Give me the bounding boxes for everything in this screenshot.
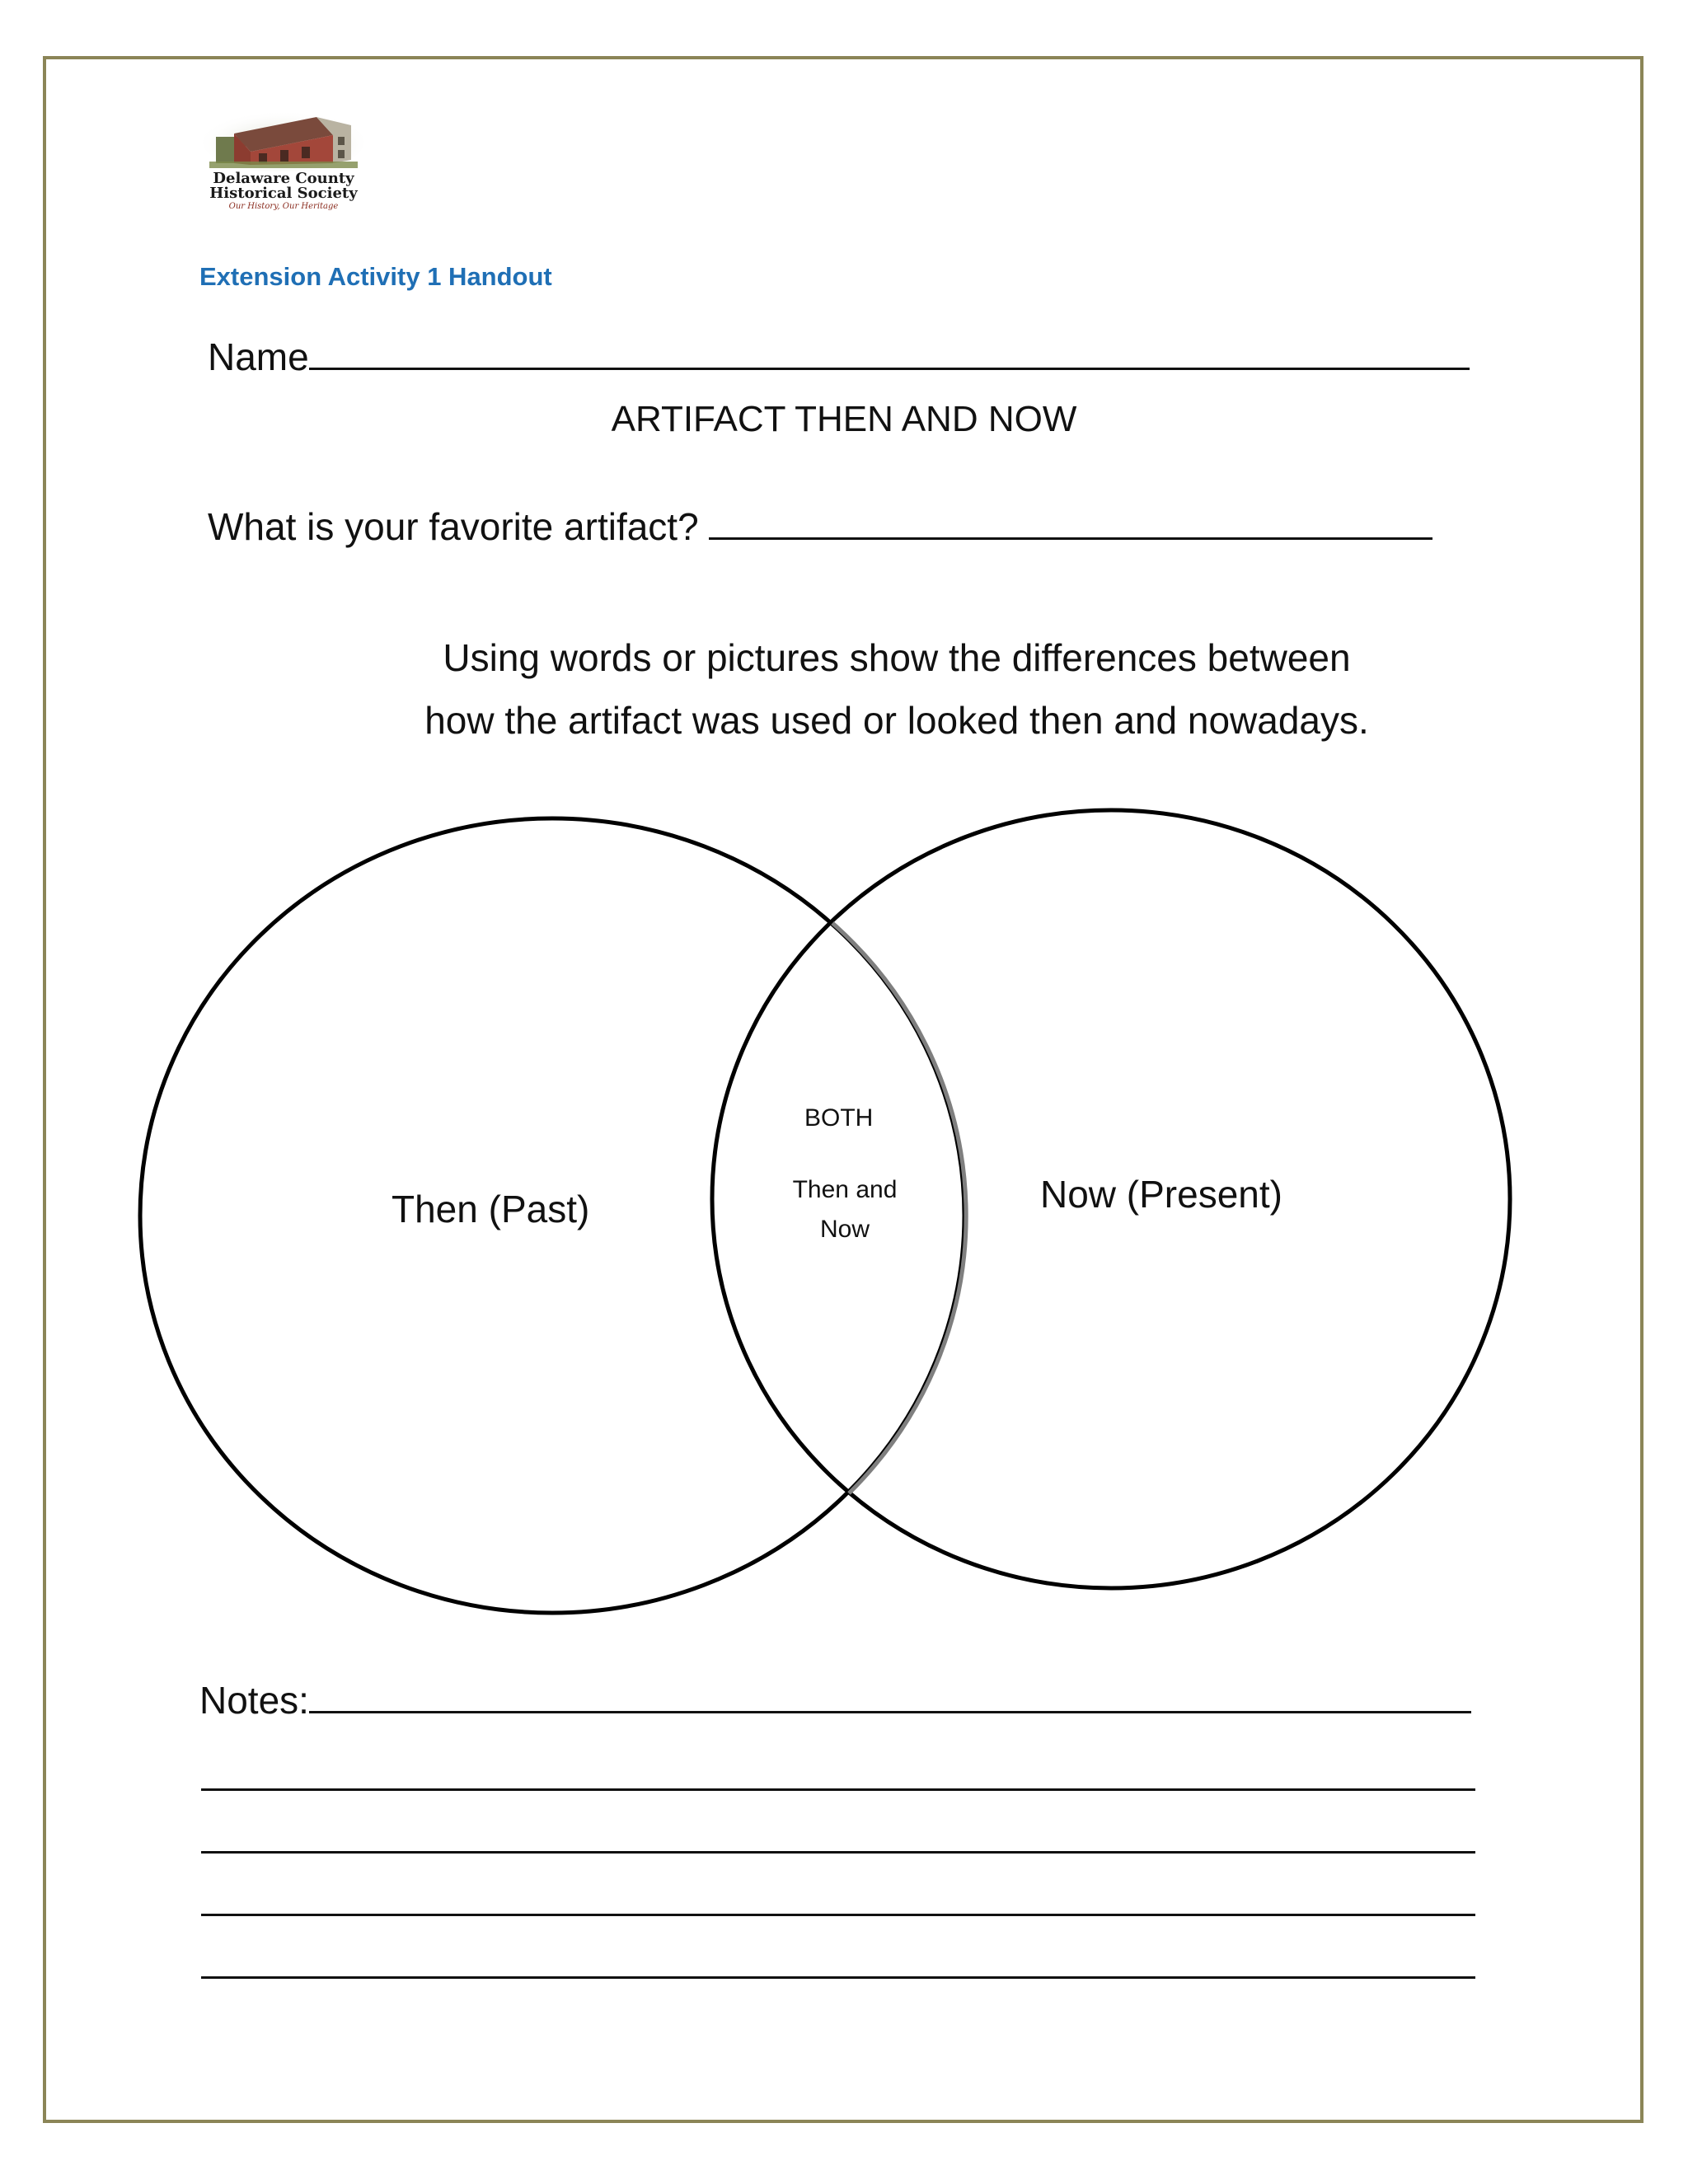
favorite-artifact-question: What is your favorite artifact? [208,505,699,548]
notes-blank-line[interactable] [201,1851,1475,1854]
instructions [0,626,1688,752]
notes-blank-line-first[interactable] [309,1703,1471,1713]
favorite-artifact-blank-line[interactable] [709,529,1432,540]
venn-label-now: Now (Present) [1040,1173,1282,1216]
barn-illustration [201,105,366,171]
instructions-line-2: how the artifact was used or looked then and nowadays. [424,699,1369,742]
notes-row [199,1678,1471,1722]
name-label: Name [208,335,309,378]
venn-label-both: BOTH [804,1104,874,1132]
name-row [208,335,1470,379]
notes-blank-line[interactable] [201,1914,1475,1916]
historical-society-logo [201,105,366,216]
venn-label-both-subtitle: Then and Now [792,1176,898,1243]
logo-tagline: Our History, Our Heritage [228,202,339,211]
logo-name-line1: Delaware County [213,170,354,187]
instructions-line-1: Using words or pictures show the differences between [443,636,1351,679]
logo-name-line2: Historical Society [209,185,358,202]
favorite-artifact-row [208,504,1432,549]
notes-label: Notes: [199,1679,309,1722]
notes-blank-line[interactable] [201,1976,1475,1979]
name-blank-line[interactable] [309,359,1470,370]
page-title: ARTIFACT THEN AND NOW [611,399,1077,439]
venn-label-then: Then (Past) [392,1188,590,1230]
notes-blank-line[interactable] [201,1788,1475,1791]
handout-label: Extension Activity 1 Handout [199,262,552,291]
